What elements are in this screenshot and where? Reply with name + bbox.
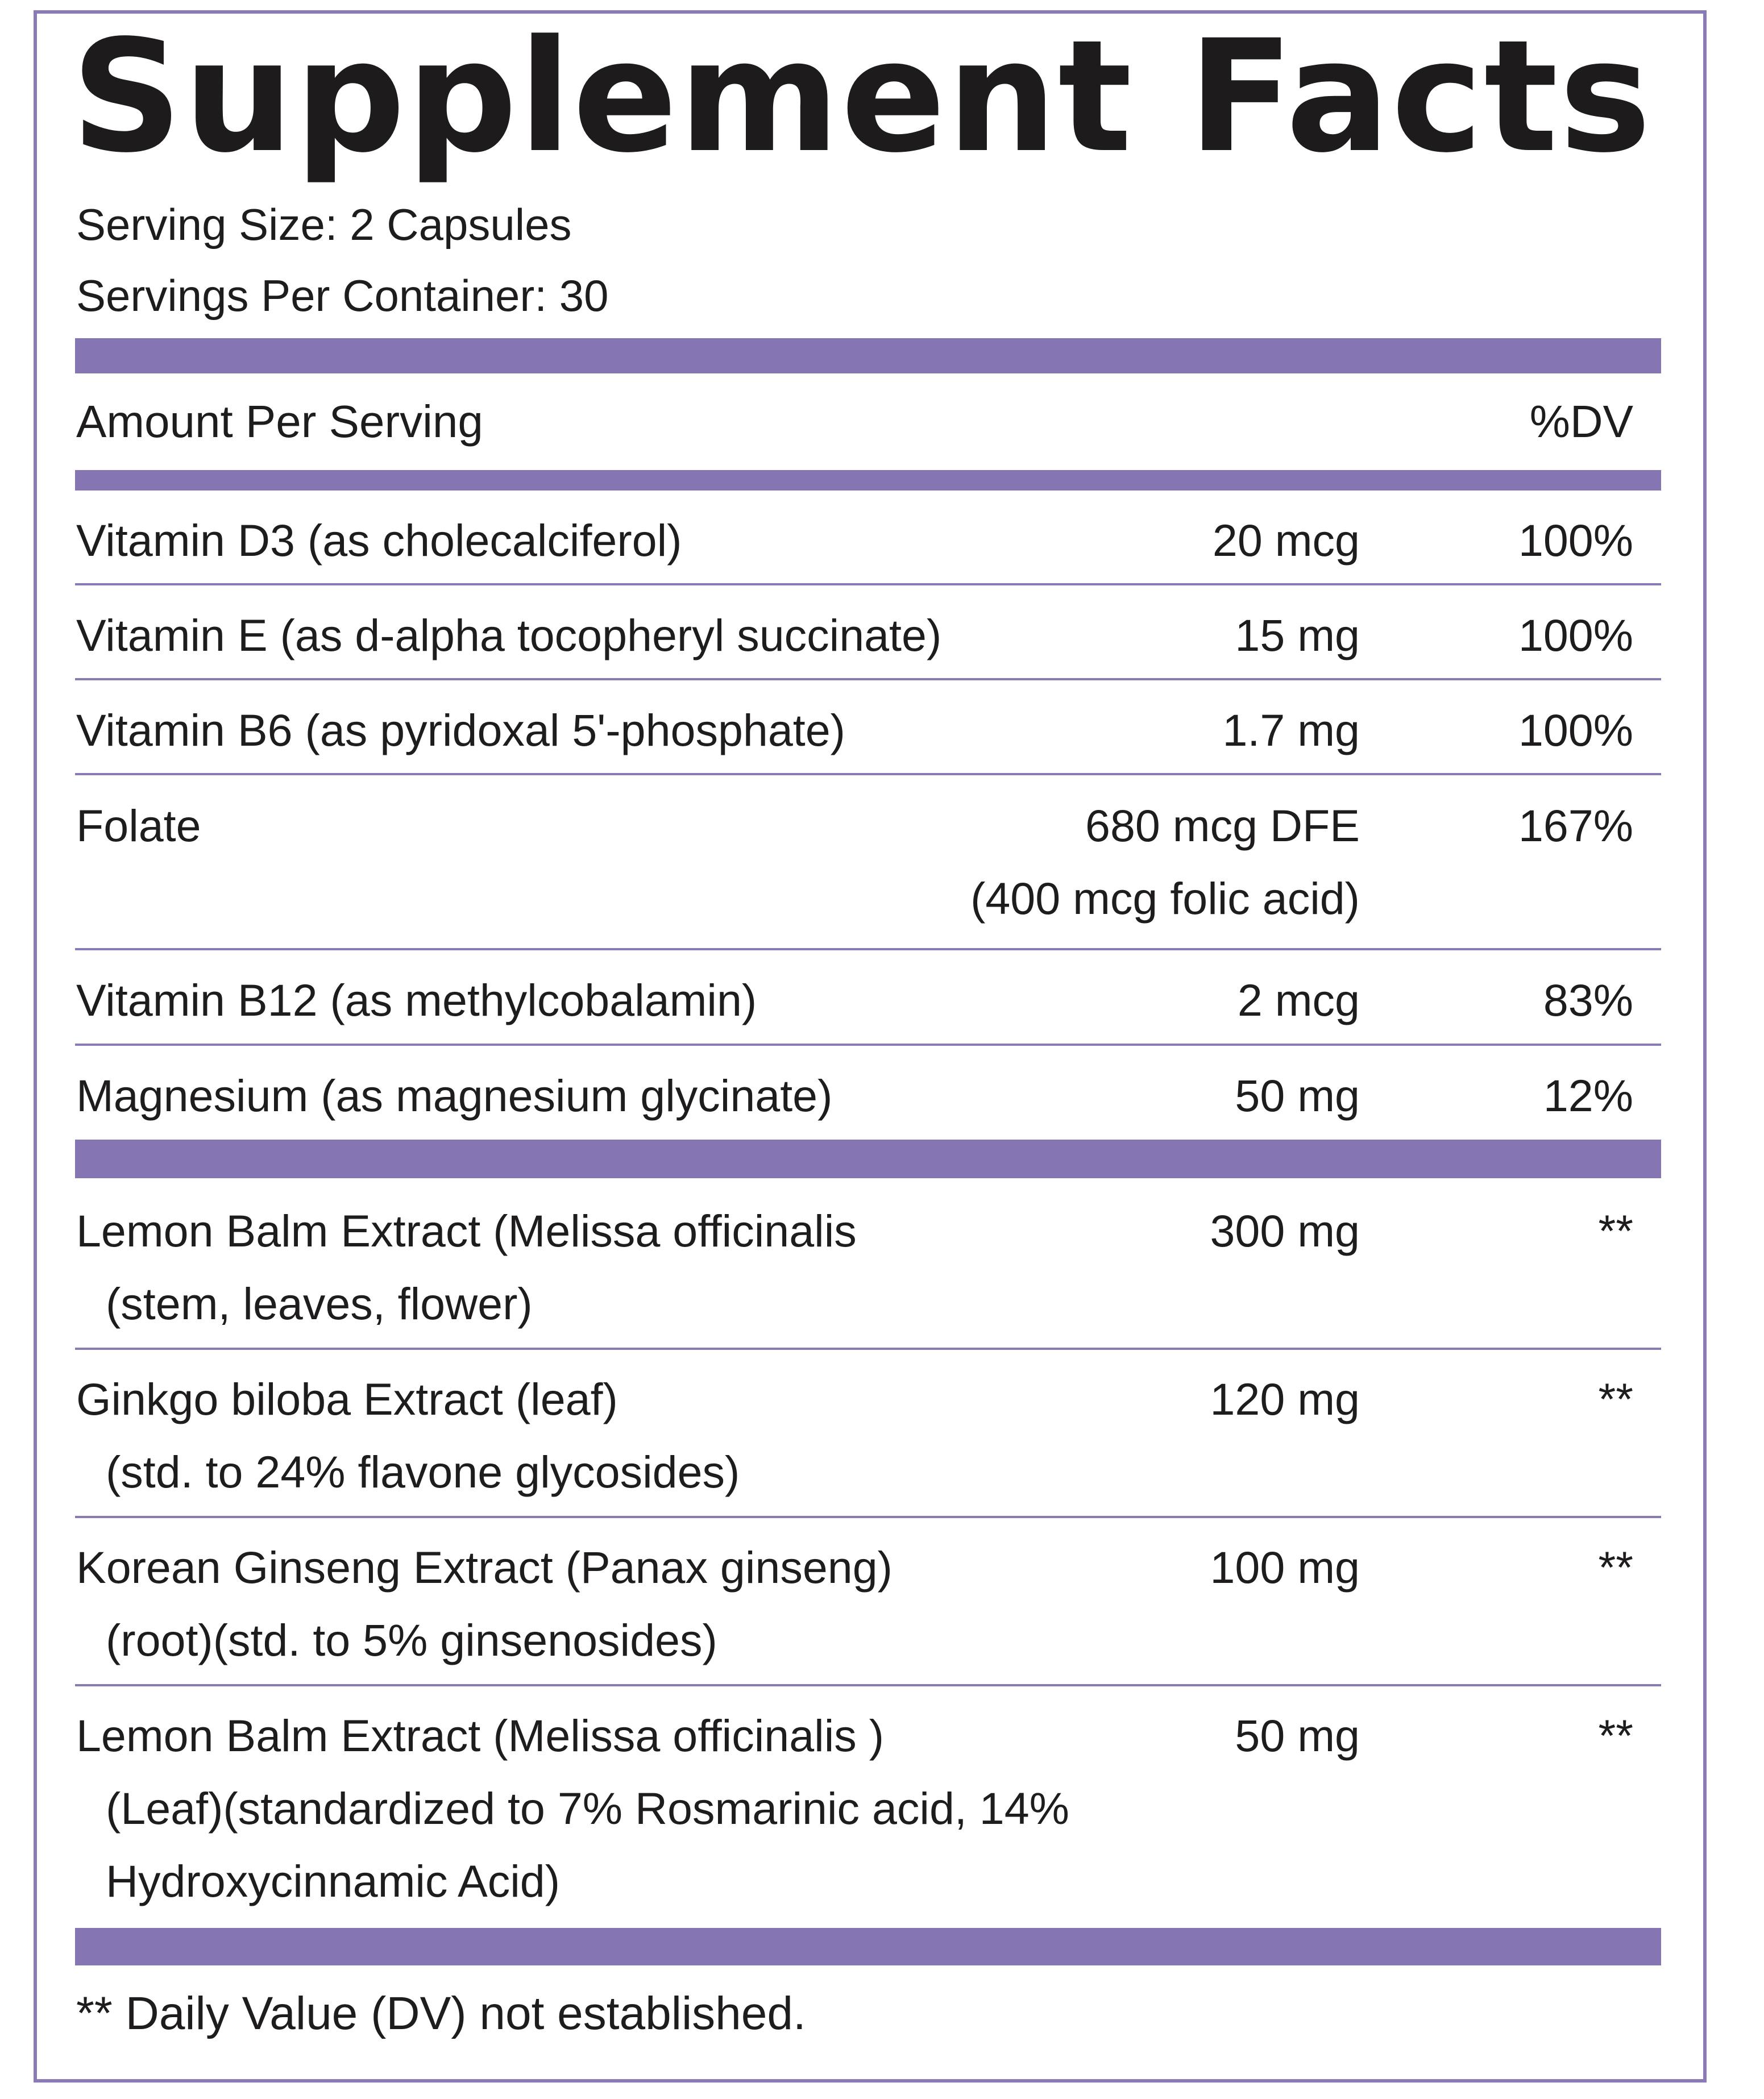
serving-size: Serving Size: 2 Capsules [76,199,572,250]
nutrient-dv: 100% [1518,515,1633,566]
section-bar [75,1140,1661,1178]
extract-name-main: Ginkgo biloba Extract (leaf) [76,1374,618,1424]
extract-name-detail: (std. to 24% flavone glycosides) [106,1447,740,1497]
extract-name-main: Lemon Balm Extract (Melissa officinalis [76,1206,857,1256]
nutrient-name: Magnesium (as magnesium glycinate) [76,1070,833,1121]
row-divider [75,583,1661,585]
row-divider [75,1684,1661,1686]
nutrient-name: Folate [76,800,201,851]
row-divider [75,948,1661,950]
header-bar-top [75,338,1661,373]
nutrient-amount [970,789,1360,935]
nutrient-dv: 100% [1518,705,1633,755]
nutrient-amount: 15 mg [1235,610,1360,660]
extract-amount: 300 mg [1210,1206,1360,1256]
extract-dv: ** [1598,1206,1633,1256]
nutrient-amount: 20 mcg [1212,515,1360,566]
row-divider [75,1516,1661,1518]
extract-name-detail: (stem, leaves, flower) [106,1278,533,1329]
nutrient-amount: 50 mg [1235,1070,1360,1121]
servings-per-container: Servings Per Container: 30 [76,271,609,321]
extract-name [76,1195,857,1340]
row-divider [75,1348,1661,1350]
extract-name-detail: (Leaf)(standardized to 7% Rosmarinic acid, 14% [106,1783,1069,1834]
nutrient-amount-main: 680 mcg DFE [1085,800,1360,851]
extract-amount: 50 mg [1235,1710,1360,1761]
extract-name [76,1531,893,1677]
extract-name-main: Lemon Balm Extract (Melissa officinalis ) [76,1710,884,1761]
row-divider [75,1044,1661,1046]
label-title: Supplement Facts [71,7,1653,187]
footer-bar [75,1928,1661,1965]
nutrient-dv: 100% [1518,610,1633,660]
nutrient-name: Vitamin B6 (as pyridoxal 5'-phosphate) [76,705,845,755]
extract-name [76,1699,1069,1918]
nutrient-name: Vitamin D3 (as cholecalciferol) [76,515,682,566]
nutrient-amount-note: (400 mcg folic acid) [970,873,1360,924]
row-divider [75,773,1661,775]
extract-amount: 120 mg [1210,1374,1360,1424]
nutrient-amount: 2 mcg [1237,975,1360,1025]
amount-per-serving-header: Amount Per Serving [76,396,483,447]
dv-column-header: %DV [1529,396,1633,447]
nutrient-name: Vitamin B12 (as methylcobalamin) [76,975,757,1025]
footnote: ** Daily Value (DV) not established. [76,1988,806,2039]
extract-dv: ** [1598,1374,1633,1424]
header-bar-bottom [75,470,1661,491]
nutrient-dv: 167% [1518,800,1633,851]
nutrient-amount: 1.7 mg [1222,705,1360,755]
extract-name-detail: (root)(std. to 5% ginsenosides) [106,1615,717,1665]
nutrient-name: Vitamin E (as d-alpha tocopheryl succinate) [76,610,942,660]
nutrient-dv: 83% [1543,975,1633,1025]
extract-dv: ** [1598,1542,1633,1593]
row-divider [75,678,1661,680]
extract-dv: ** [1598,1710,1633,1761]
extract-name-main: Korean Ginseng Extract (Panax ginseng) [76,1542,893,1593]
extract-name [76,1363,740,1508]
extract-name-detail-2: Hydroxycinnamic Acid) [106,1856,561,1906]
nutrient-dv: 12% [1543,1070,1633,1121]
extract-amount: 100 mg [1210,1542,1360,1593]
